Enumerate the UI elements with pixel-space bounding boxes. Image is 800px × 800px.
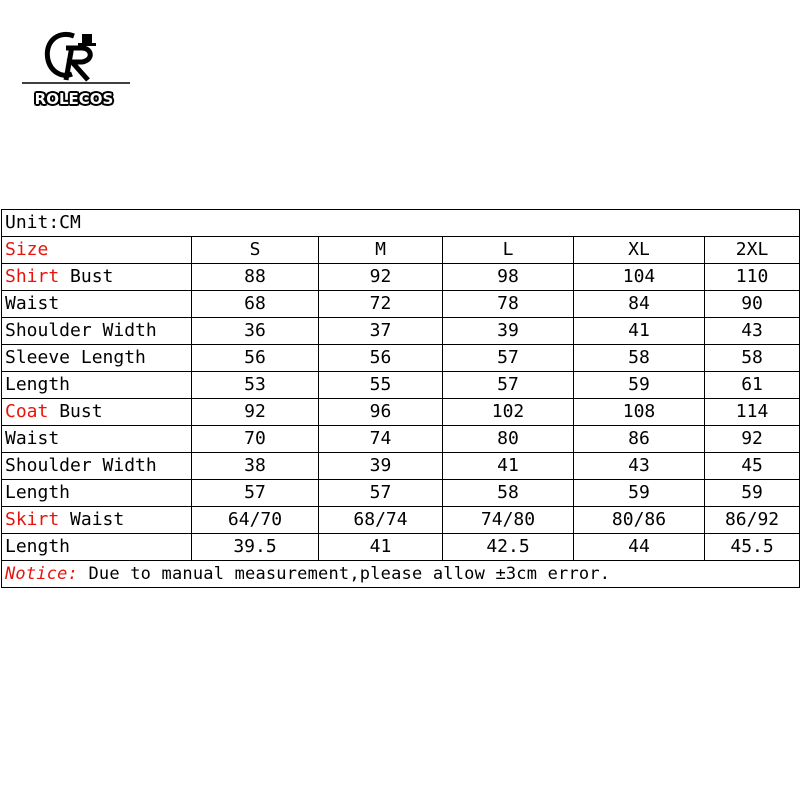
measurement-name: Shoulder Width <box>5 320 157 341</box>
measurement-value: 59 <box>574 480 705 507</box>
measurement-label <box>2 426 192 453</box>
cr-monogram-icon <box>22 28 134 90</box>
coat-row <box>2 453 800 480</box>
measurement-name: Waist <box>70 509 125 530</box>
measurement-label <box>2 318 192 345</box>
measurement-value: 90 <box>705 291 800 318</box>
measurement-value: 37 <box>319 318 443 345</box>
measurement-label <box>2 264 192 291</box>
measurement-value: 53 <box>192 372 319 399</box>
measurement-value: 92 <box>705 426 800 453</box>
measurement-value: 74/80 <box>443 507 574 534</box>
measurement-value: 56 <box>192 345 319 372</box>
shirt-row <box>2 264 800 291</box>
coat-row <box>2 426 800 453</box>
measurement-value: 58 <box>443 480 574 507</box>
measurement-value: 58 <box>574 345 705 372</box>
measurement-value: 58 <box>705 345 800 372</box>
size-header-cell: XL <box>574 237 705 264</box>
measurement-value: 68/74 <box>319 507 443 534</box>
measurement-value: 86/92 <box>705 507 800 534</box>
measurement-value: 43 <box>574 453 705 480</box>
coat-row <box>2 480 800 507</box>
shirt-row <box>2 345 800 372</box>
measurement-value: 42.5 <box>443 534 574 561</box>
size-header-cell: S <box>192 237 319 264</box>
measurement-name: Bust <box>59 401 103 422</box>
measurement-label <box>2 507 192 534</box>
measurement-value: 57 <box>443 372 574 399</box>
measurement-value: 43 <box>705 318 800 345</box>
measurement-name: Length <box>5 374 71 395</box>
measurement-value: 78 <box>443 291 574 318</box>
measurement-value: 80/86 <box>574 507 705 534</box>
measurement-value: 44 <box>574 534 705 561</box>
measurement-value: 59 <box>574 372 705 399</box>
measurement-label <box>2 480 192 507</box>
measurement-value: 86 <box>574 426 705 453</box>
measurement-name: Waist <box>5 428 60 449</box>
measurement-value: 61 <box>705 372 800 399</box>
measurement-value: 108 <box>574 399 705 426</box>
measurement-value: 56 <box>319 345 443 372</box>
measurement-value: 84 <box>574 291 705 318</box>
shirt-row <box>2 372 800 399</box>
measurement-value: 114 <box>705 399 800 426</box>
measurement-value: 39 <box>319 453 443 480</box>
measurement-value: 41 <box>574 318 705 345</box>
notice-cell <box>2 561 800 588</box>
size-chart-table <box>1 209 800 588</box>
skirt-section-name: Skirt <box>5 509 60 530</box>
size-header-cell: L <box>443 237 574 264</box>
shirt-row <box>2 318 800 345</box>
measurement-value: 41 <box>443 453 574 480</box>
measurement-value: 92 <box>192 399 319 426</box>
measurement-value: 98 <box>443 264 574 291</box>
size-header-label: Size <box>2 237 192 264</box>
measurement-value: 57 <box>192 480 319 507</box>
measurement-label <box>2 291 192 318</box>
measurement-value: 38 <box>192 453 319 480</box>
measurement-value: 70 <box>192 426 319 453</box>
measurement-value: 55 <box>319 372 443 399</box>
measurement-value: 74 <box>319 426 443 453</box>
shirt-row <box>2 291 800 318</box>
shirt-section-name: Shirt <box>5 266 60 287</box>
skirt-row <box>2 507 800 534</box>
unit-label: Unit:CM <box>2 210 800 237</box>
measurement-value: 68 <box>192 291 319 318</box>
measurement-value: 88 <box>192 264 319 291</box>
size-header-row <box>2 237 800 264</box>
measurement-name: Waist <box>5 293 60 314</box>
coat-row <box>2 399 800 426</box>
measurement-value: 64/70 <box>192 507 319 534</box>
measurement-value: 110 <box>705 264 800 291</box>
notice-text: Due to manual measurement,please allow ±3cm error. <box>78 564 611 584</box>
measurement-label <box>2 534 192 561</box>
measurement-value: 92 <box>319 264 443 291</box>
measurement-value: 59 <box>705 480 800 507</box>
size-header-cell: 2XL <box>705 237 800 264</box>
coat-section-name: Coat <box>5 401 49 422</box>
measurement-label <box>2 453 192 480</box>
measurement-name: Shoulder Width <box>5 455 157 476</box>
measurement-value: 57 <box>319 480 443 507</box>
measurement-value: 45 <box>705 453 800 480</box>
size-header-cell: M <box>319 237 443 264</box>
measurement-name: Bust <box>70 266 114 287</box>
skirt-row <box>2 534 800 561</box>
measurement-name: Length <box>5 536 71 557</box>
notice-label: Notice: <box>5 564 79 584</box>
measurement-value: 41 <box>319 534 443 561</box>
notice-row <box>2 561 800 588</box>
measurement-name: Length <box>5 482 71 503</box>
measurement-value: 72 <box>319 291 443 318</box>
measurement-value: 104 <box>574 264 705 291</box>
measurement-value: 80 <box>443 426 574 453</box>
measurement-label <box>2 345 192 372</box>
measurement-value: 45.5 <box>705 534 800 561</box>
measurement-value: 36 <box>192 318 319 345</box>
brand-name: ROLECOS <box>34 90 114 108</box>
measurement-value: 39.5 <box>192 534 319 561</box>
measurement-value: 39 <box>443 318 574 345</box>
measurement-value: 96 <box>319 399 443 426</box>
measurement-label <box>2 399 192 426</box>
unit-row <box>2 210 800 237</box>
measurement-label <box>2 372 192 399</box>
measurement-name: Sleeve Length <box>5 347 146 368</box>
measurement-value: 57 <box>443 345 574 372</box>
measurement-value: 102 <box>443 399 574 426</box>
